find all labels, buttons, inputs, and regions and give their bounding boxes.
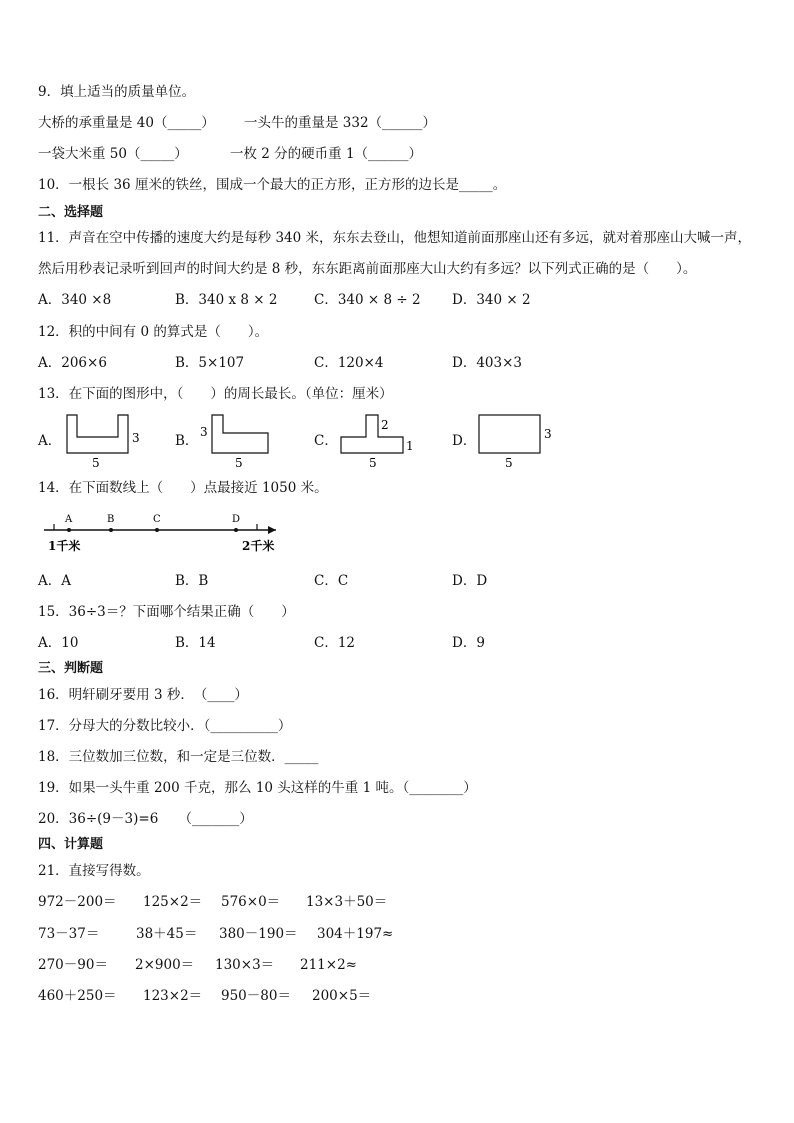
figure-a-u-shape: [67, 415, 140, 470]
q11-option-a[interactable]: A．340 ×8: [38, 292, 112, 308]
q12-option-b[interactable]: B．5×107: [175, 355, 245, 371]
q15-option-c[interactable]: C．12: [314, 635, 356, 651]
q13-option-d[interactable]: D．: [452, 433, 477, 449]
calc-r1-c1: 972－200＝: [38, 894, 117, 910]
calc-r2-c4: 304＋197≈: [317, 926, 394, 942]
figure-d-rectangle: [479, 415, 552, 470]
q12-option-d[interactable]: D．403×3: [452, 355, 522, 371]
calc-r3-c4: 211×2≈: [300, 957, 357, 973]
calc-r4-c1: 460＋250＝: [38, 988, 117, 1004]
q11-option-d[interactable]: D．340 × 2: [452, 292, 531, 308]
q9-item-coin: 一枚 2 分的硬币重 1（______）: [230, 146, 423, 162]
q13-stem: 13．在下面的图形中，（ ）的周长最长。（单位：厘米）: [38, 386, 393, 402]
q9-title: 9．填上适当的质量单位。: [38, 84, 196, 100]
figure-a-width-label: 5: [92, 456, 100, 470]
q18-text: 18．三位数加三位数，和一定是三位数．_____: [38, 749, 319, 765]
q9-item-rice: 一袋大米重 50（_____）: [38, 146, 188, 162]
q15-stem: 15．36÷3＝？下面哪个结果正确（ ）: [38, 604, 295, 620]
q9-item-cow: 一头牛的重量是 332（______）: [244, 115, 437, 131]
calc-r2-c1: 73－37＝: [38, 926, 100, 942]
q15-option-d[interactable]: D．9: [452, 635, 485, 651]
calc-r1-c4: 13×3＋50＝: [306, 894, 388, 910]
section-calc-title: 四、计算题: [38, 837, 104, 852]
figure-d-height-label: 3: [544, 427, 552, 441]
calc-r4-c4: 200×5＝: [312, 988, 372, 1004]
q20-text: 20．36÷(9－3)=6 （_______）: [38, 811, 253, 827]
q14-option-d[interactable]: D．D: [452, 573, 488, 589]
q21-stem: 21．直接写得数。: [38, 863, 150, 879]
figure-b-l-shape: [200, 415, 268, 470]
calc-r3-c3: 130×3＝: [215, 957, 275, 973]
figure-c-height-label: 1: [406, 439, 414, 453]
point-a: [67, 528, 71, 532]
figure-c-width-label: 5: [369, 456, 377, 470]
point-d: [234, 528, 238, 532]
calc-r3-c1: 270－90＝: [38, 957, 108, 973]
calc-r3-c2: 2×900＝: [135, 957, 195, 973]
q19-text: 19．如果一头牛重 200 千克，那么 10 头这样的牛重 1 吨。（________）: [38, 780, 477, 796]
figure-a-height-label: 3: [132, 431, 140, 445]
q10-text: 10．一根长 36 厘米的铁丝，围成一个最大的正方形，正方形的边长是_____。: [38, 177, 507, 193]
q11-option-c[interactable]: C．340 × 8 ÷ 2: [314, 292, 421, 308]
section-choice-title: 二、选择题: [38, 205, 104, 220]
q12-option-a[interactable]: A．206×6: [38, 355, 107, 371]
figure-d-width-label: 5: [505, 456, 513, 470]
calc-r1-c2: 125×2＝: [143, 894, 203, 910]
figure-c-top-label: 2: [381, 418, 389, 432]
figure-b-height-label: 3: [200, 425, 208, 439]
q11-line1: 11．声音在空中传播的速度大约是每秒 340 米，东东去登山，他想知道前面那座山还有多远，就对着那座山大喊一声，: [38, 230, 752, 246]
q14-number-line: [0, 508, 794, 558]
calc-r2-c2: 38＋45＝: [136, 926, 198, 942]
calc-r2-c3: 380－190＝: [219, 926, 298, 942]
point-c: [155, 528, 159, 532]
q15-option-a[interactable]: A．10: [38, 635, 79, 651]
figure-c-t-shape: [341, 415, 414, 470]
point-a-label: A: [65, 514, 73, 525]
q14-option-a[interactable]: A．A: [38, 573, 71, 589]
number-line-arrow-icon: [268, 526, 276, 534]
q15-option-b[interactable]: B．14: [175, 635, 216, 651]
q9-item-bridge: 大桥的承重量是 40（_____）: [38, 115, 215, 131]
point-b: [109, 528, 113, 532]
label-2km: 2千米: [242, 539, 275, 553]
q13-option-b[interactable]: B．: [175, 433, 199, 449]
point-d-label: D: [232, 514, 241, 525]
q13-figures: [0, 405, 794, 475]
calc-r1-c3: 576×0＝: [221, 894, 281, 910]
q13-option-a[interactable]: A．: [38, 433, 62, 449]
figure-b-width-label: 5: [235, 456, 243, 470]
q11-line2: 然后用秒表记录听到回声的时间大约是 8 秒，东东距离前面那座大山大约有多远？以下列式正确的是（ ）。: [38, 261, 697, 277]
q14-option-c[interactable]: C．C: [314, 573, 349, 589]
point-c-label: C: [153, 514, 161, 525]
calc-r4-c3: 950－80＝: [221, 988, 291, 1004]
q13-option-c[interactable]: C．: [314, 433, 338, 449]
calc-r4-c2: 123×2＝: [143, 988, 203, 1004]
label-1km: 1千米: [48, 539, 81, 553]
section-judge-title: 三、判断题: [38, 661, 104, 676]
q12-option-c[interactable]: C．120×4: [314, 355, 384, 371]
q11-option-b[interactable]: B．340 x 8 × 2: [175, 292, 278, 308]
q14-stem: 14．在下面数线上（ ）点最接近 1050 米。: [38, 480, 328, 496]
q16-text: 16．明轩刷牙要用 3 秒． （____）: [38, 687, 248, 703]
q17-text: 17．分母大的分数比较小．（__________）: [38, 718, 292, 734]
q12-stem: 12．积的中间有 0 的算式是（ ）。: [38, 324, 269, 340]
point-b-label: B: [107, 514, 115, 525]
q14-option-b[interactable]: B．B: [175, 573, 209, 589]
